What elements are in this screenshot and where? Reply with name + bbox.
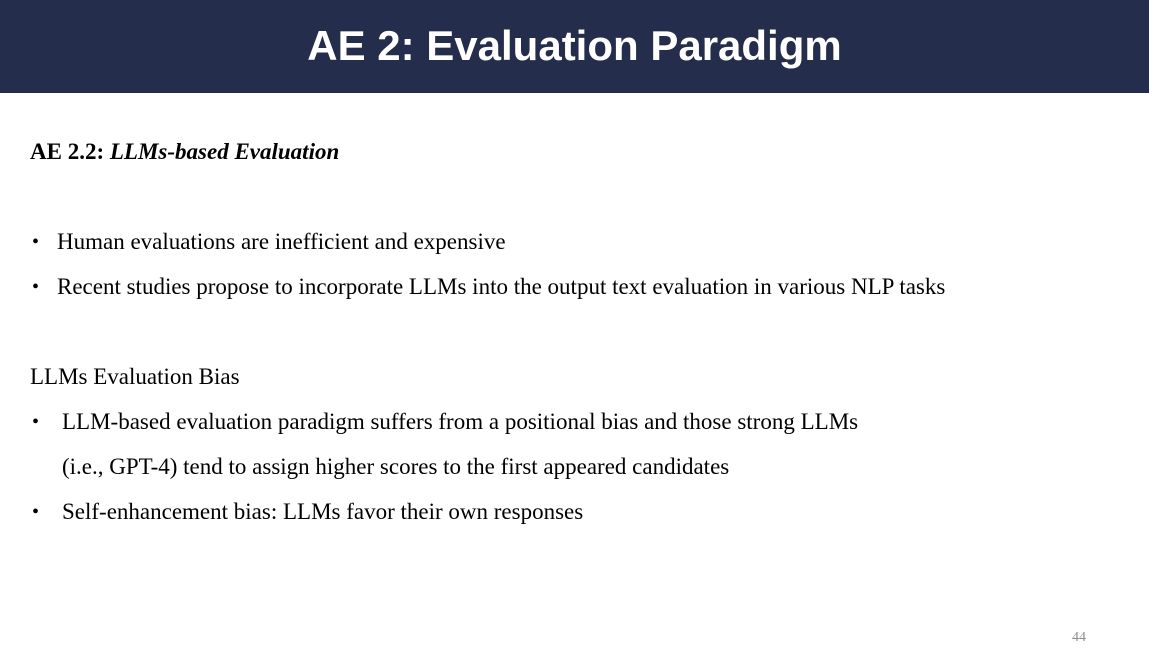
- page-number: 44: [1072, 630, 1086, 645]
- bias-bullet-1-line-1: LLM-based evaluation paradigm suffers from a positional bias and those strong LLMs: [62, 409, 859, 434]
- slide-title: AE 2: Evaluation Paradigm: [307, 22, 842, 69]
- bullet-marker: •: [32, 231, 40, 253]
- section-prefix: AE 2.2:: [30, 139, 105, 164]
- bias-bullet-1-line-2: (i.e., GPT-4) tend to assign higher scores to the first appeared candidates: [62, 454, 730, 479]
- bias-bullet-2: Self-enhancement bias: LLMs favor their own responses: [62, 499, 584, 524]
- bullet-marker: •: [32, 411, 40, 433]
- section-name: LLMs-based Evaluation: [109, 139, 340, 164]
- section-heading: [30, 137, 339, 167]
- bullet-marker: •: [32, 276, 40, 298]
- bias-heading: LLMs Evaluation Bias: [30, 364, 240, 389]
- bullet-marker: •: [32, 501, 40, 523]
- intro-bullet-1: Human evaluations are inefficient and expensive: [57, 229, 506, 254]
- intro-bullet-2: Recent studies propose to incorporate LLMs into the output text evaluation in various NLP tasks: [57, 274, 946, 299]
- title-bar: [0, 0, 1149, 93]
